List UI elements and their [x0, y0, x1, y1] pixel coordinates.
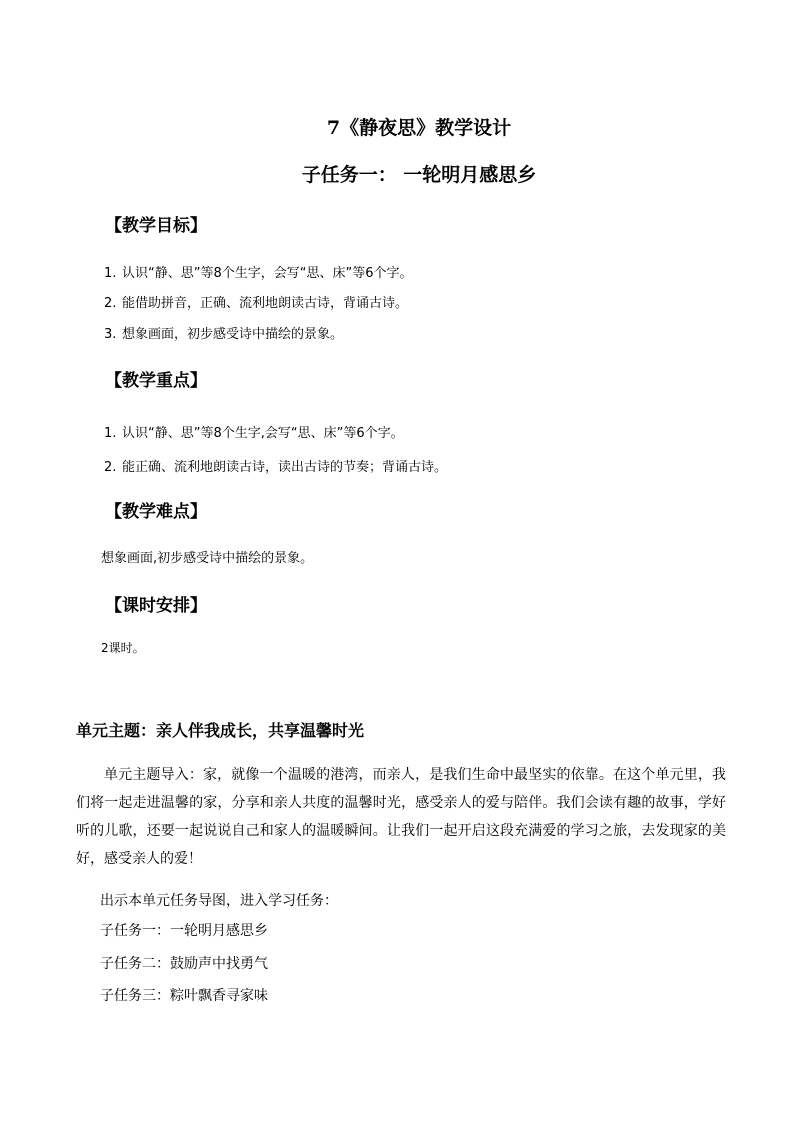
list-text: 想象画面，初步感受诗中描绘的景象。 [122, 327, 344, 342]
list-text: 认识“静、思”等8个生字，会写“思、床”等6个字。 [122, 266, 413, 281]
task-list-item: 子任务三：粽叶飘香寻家味 [100, 988, 268, 1004]
objectives-item [104, 262, 412, 281]
unit-intro-paragraph: 单元主题导入：家，就像一个温暖的港湾，而亲人，是我们生命中最坚实的依靠。在这个单元里，我们将一起走进温馨的家，分享和亲人共度的温馨时光，感受亲人的爱与陪伴。我们会读有趣的故事，学好听的儿歌，还要一起说说自己和家人的温暖瞬间。让我们一起开启这段充满爱的学习之旅，去发现家的美好，感受亲人的爱！ [76, 767, 726, 867]
key-points-item [104, 422, 404, 441]
list-number: 2. [104, 460, 117, 475]
schedule-text: 2课时。 [101, 641, 145, 655]
key-points-item [104, 456, 447, 475]
list-text: 认识“静、思”等8个生字,会写“思、床”等6个字。 [122, 426, 404, 441]
document-title: 7《静夜思》教学设计 [326, 117, 512, 139]
task-map-intro: 出示本单元任务导图，进入学习任务： [100, 893, 338, 909]
objectives-item [104, 292, 408, 311]
list-number: 1. [104, 266, 117, 281]
unit-title: 单元主题：亲人伴我成长，共享温馨时光 [76, 721, 365, 740]
schedule-heading: 【课时安排】 [105, 596, 207, 616]
list-number: 1. [104, 426, 117, 441]
document-subtitle: 子任务一： 一轮明月感思乡 [301, 164, 537, 186]
task-list-item: 子任务一：一轮明月感思乡 [100, 923, 268, 939]
list-number: 3. [104, 327, 117, 342]
task-list-item: 子任务二：鼓励声中找勇气 [100, 956, 268, 972]
list-text: 能正确、流利地朗读古诗，读出古诗的节奏；背诵古诗。 [122, 460, 448, 475]
key-points-heading: 【教学重点】 [105, 371, 207, 391]
difficulties-heading: 【教学难点】 [105, 502, 207, 522]
list-number: 2. [104, 296, 117, 311]
objectives-item [104, 323, 343, 342]
list-text: 能借助拼音，正确、流利地朗读古诗，背诵古诗。 [122, 296, 409, 311]
difficulties-text: 想象画面,初步感受诗中描绘的景象。 [101, 551, 314, 566]
objectives-heading: 【教学目标】 [105, 216, 207, 236]
